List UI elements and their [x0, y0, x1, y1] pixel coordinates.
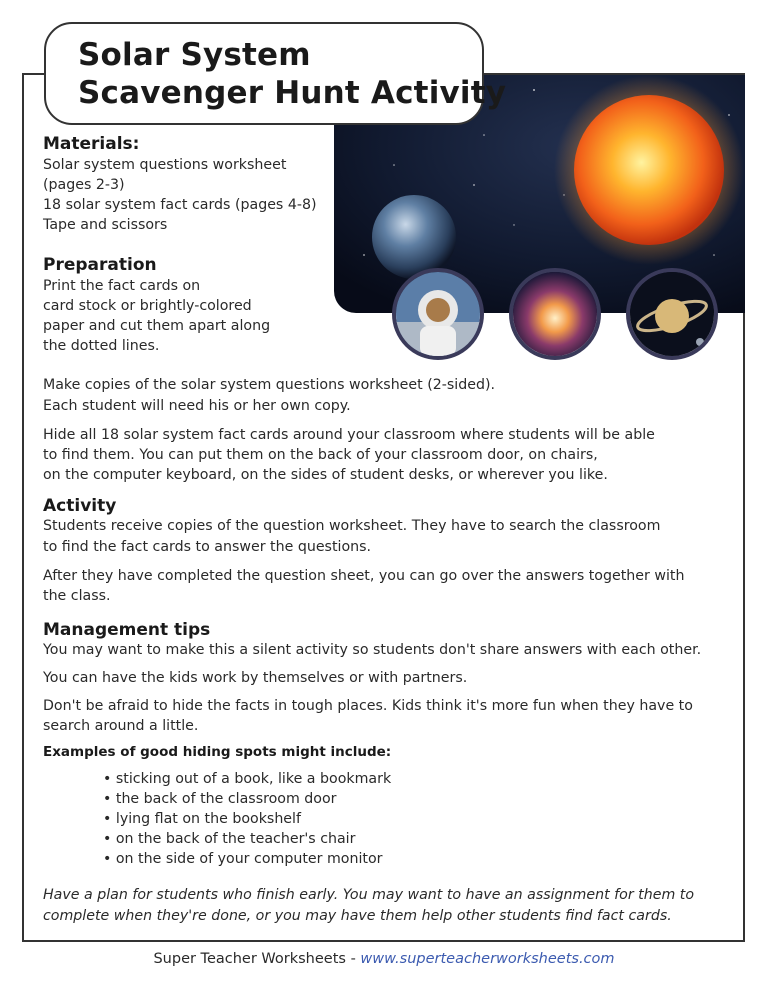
- footer-url-link[interactable]: www.superteacherworksheets.com: [360, 951, 615, 967]
- management-heading: Management tips: [43, 620, 211, 640]
- activity-line: After they have completed the question sheet, you can go over the answers together with: [43, 568, 685, 584]
- materials-line: (pages 2-3): [43, 177, 125, 193]
- preparation-line: card stock or brightly-colored: [43, 298, 252, 314]
- activity-line: to find the fact cards to answer the questions.: [43, 539, 372, 555]
- copies-line: Each student will need his or her own copy.: [43, 398, 351, 414]
- hide-line: Hide all 18 solar system fact cards around your classroom where students will be able: [43, 427, 655, 443]
- hide-line: to find them. You can put them on the back of your classroom door, on chairs,: [43, 447, 598, 463]
- example-item: • on the back of the teacher's chair: [103, 831, 356, 847]
- copies-line: Make copies of the solar system questions worksheet (2-sided).: [43, 377, 496, 393]
- management-tip: Don't be afraid to hide the facts in tough places. Kids think it's more fun when they have to: [43, 698, 693, 714]
- activity-heading: Activity: [43, 496, 117, 516]
- activity-line: the class.: [43, 588, 111, 604]
- earth-graphic: [372, 195, 456, 279]
- saturn-thumbnail: [626, 268, 718, 360]
- example-item: • sticking out of a book, like a bookmark: [103, 771, 392, 787]
- hide-line: on the computer keyboard, on the sides of student desks, or wherever you like.: [43, 467, 608, 483]
- materials-heading: Materials:: [43, 134, 140, 154]
- astronaut-thumbnail: [392, 268, 484, 360]
- closing-note: Have a plan for students who finish early. You may want to have an assignment for them to: [43, 887, 695, 903]
- title-line-2: Scavenger Hunt Activity: [78, 75, 507, 111]
- materials-line: Solar system questions worksheet: [43, 157, 287, 173]
- footer: [0, 951, 768, 967]
- preparation-heading: Preparation: [43, 255, 157, 275]
- examples-heading: Examples of good hiding spots might include:: [43, 744, 392, 760]
- sun-graphic: [574, 95, 724, 245]
- example-item: • the back of the classroom door: [103, 791, 337, 807]
- activity-line: Students receive copies of the question worksheet. They have to search the classroom: [43, 518, 661, 534]
- materials-line: Tape and scissors: [43, 217, 168, 233]
- preparation-line: Print the fact cards on: [43, 278, 201, 294]
- management-tip: You can have the kids work by themselves or with partners.: [43, 670, 468, 686]
- footer-brand: Super Teacher Worksheets -: [153, 951, 361, 967]
- preparation-line: the dotted lines.: [43, 338, 160, 354]
- closing-note: complete when they're done, or you may have them help other students find fact cards.: [43, 908, 672, 924]
- management-tip: search around a little.: [43, 718, 199, 734]
- preparation-line: paper and cut them apart along: [43, 318, 271, 334]
- materials-line: 18 solar system fact cards (pages 4-8): [43, 197, 317, 213]
- management-tip: You may want to make this a silent activity so students don't share answers with each other.: [43, 642, 702, 658]
- example-item: • lying flat on the bookshelf: [103, 811, 301, 827]
- title-line-1: Solar System: [78, 37, 311, 73]
- example-item: • on the side of your computer monitor: [103, 851, 383, 867]
- nebula-thumbnail: [509, 268, 601, 360]
